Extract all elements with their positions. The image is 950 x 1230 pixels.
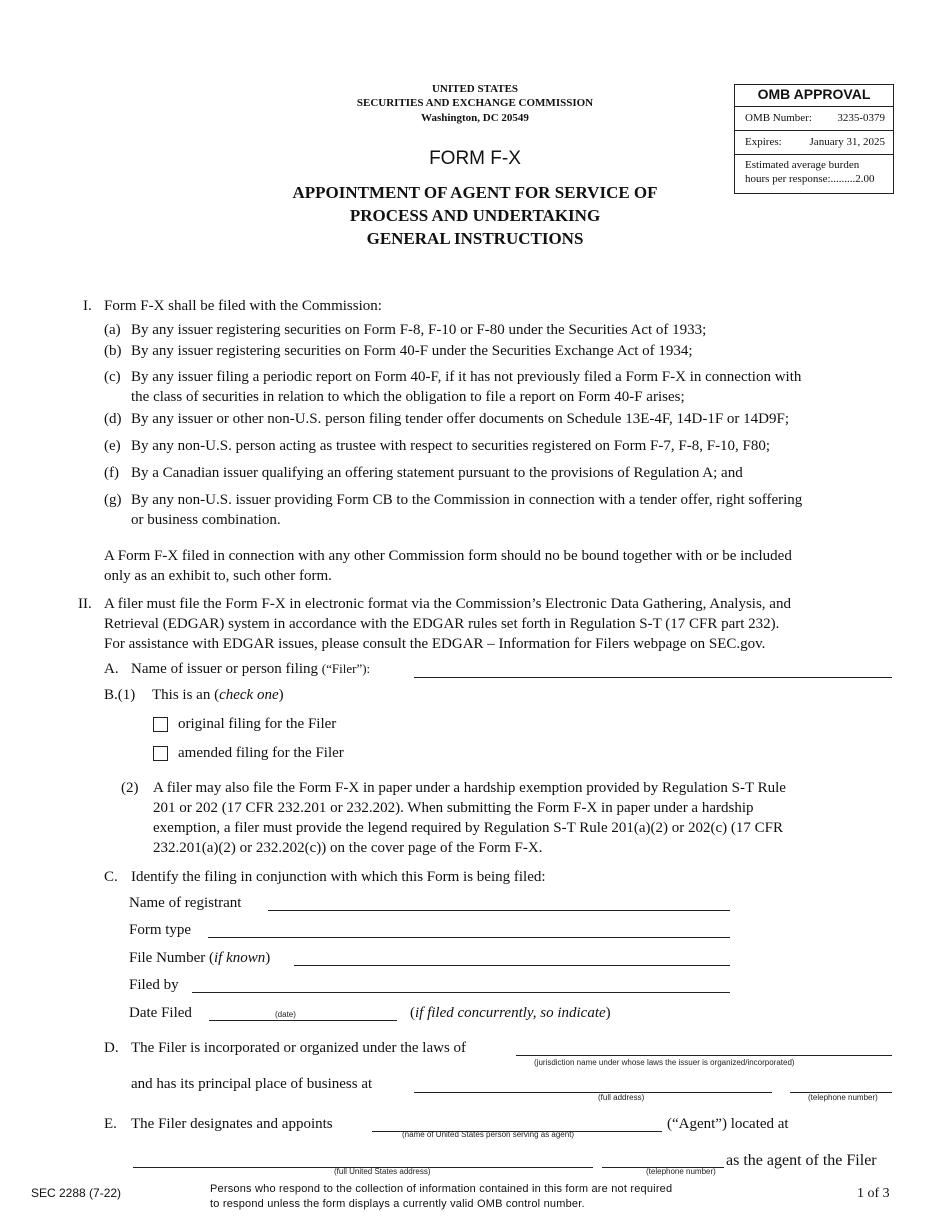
form-title: FORM F-X (429, 148, 521, 169)
omb-expires-value: January 31, 2025 (809, 136, 885, 148)
form-type-label: Form type (129, 922, 192, 938)
file-number-main: File Number ( (129, 950, 214, 966)
section-1-number: I. (83, 298, 92, 314)
section-2-line-1: A filer must file the Form F-X in electronic format via the Commission’s Electronic Data Gathering, Analysis, and (104, 596, 791, 612)
item-a-main: Name of issuer or person filing (131, 661, 322, 677)
omb-expires-row (735, 130, 893, 154)
section-1-item-line: the class of securities in relation to which the obligation to file a report on Form 40-F arises; (131, 389, 685, 405)
omb-title: OMB APPROVAL (757, 86, 871, 102)
section-1-item-text (131, 409, 789, 429)
original-filing-label: original filing for the Filer (178, 716, 337, 732)
omb-notice-line-2: to respond unless the form displays a currently valid OMB control number. (210, 1198, 585, 1210)
omb-burden-row (735, 154, 893, 193)
item-b2-label: (2) (121, 780, 139, 796)
section-1-intro: Form F-X shall be filed with the Commission: (104, 298, 382, 314)
section-1-item-text (131, 490, 802, 530)
item-a-filer: (“Filer”): (321, 661, 371, 676)
item-b2-text (153, 778, 786, 858)
omb-number-label: OMB Number: (745, 112, 812, 124)
b2-line-3: exemption, a filer must provide the legend required by Regulation S-T Rule 201(a)(2) or 202(c) (17 CFR (153, 820, 783, 836)
jurisdiction-caption: (jurisdiction name under whose laws the issuer is organized/incorporated) (534, 1058, 795, 1067)
item-e-text: The Filer designates and appoints (131, 1116, 333, 1132)
agent-telephone-caption: (telephone number) (646, 1167, 716, 1176)
section-1-note (104, 546, 792, 586)
us-address-caption: (full United States address) (334, 1167, 431, 1176)
concurrent-italic: if filed concurrently, so indicate (415, 1005, 606, 1021)
b2-line-1: A filer may also file the Form F-X in paper under a hardship exemption provided by Regulation S-T Rule (153, 780, 786, 796)
date-caption: (date) (275, 1010, 296, 1019)
section-1-item-line: or business combination. (131, 512, 281, 528)
filed-by-label: Filed by (129, 977, 179, 993)
section-1-item-label: (b) (104, 343, 122, 359)
concurrent-note (410, 1003, 611, 1023)
subtitle-line-2: PROCESS AND UNDERTAKING (349, 206, 601, 225)
principal-place-label: and has its principal place of business at (131, 1076, 373, 1092)
omb-notice-line-1: Persons who respond to the collection of information contained in this form are not required (210, 1183, 673, 1195)
file-number-label (129, 948, 270, 968)
item-d-text: The Filer is incorporated or organized under the laws of (131, 1040, 467, 1056)
omb-burden-line-1: Estimated average burden (745, 159, 860, 171)
section-1-item-line: By any issuer registering securities on Form F-8, F-10 or F-80 under the Securities Act of 1933; (131, 322, 707, 338)
section-1-item-label: (a) (104, 322, 121, 338)
item-a-text (131, 659, 370, 679)
file-number-field[interactable] (294, 965, 730, 966)
agency-name: SECURITIES AND EXCHANGE COMMISSION (356, 97, 594, 109)
item-c-text: Identify the filing in conjunction with which this Form is being filed: (131, 869, 546, 885)
item-b-text-main: This is an ( (152, 687, 220, 703)
date-filed-label: Date Filed (129, 1005, 192, 1021)
subtitle-line-3: GENERAL INSTRUCTIONS (366, 229, 584, 248)
section-1-item-text (131, 320, 706, 340)
form-type-field[interactable] (208, 937, 730, 938)
original-filing-checkbox[interactable] (153, 717, 168, 732)
jurisdiction-field[interactable] (516, 1055, 892, 1056)
omb-burden-line-2: hours per response:.........2.00 (745, 173, 875, 185)
item-d-label: D. (104, 1040, 119, 1056)
section-1-item-text (131, 367, 801, 407)
file-number-italic: if known (213, 950, 266, 966)
agent-located-text: (“Agent”) located at (667, 1116, 789, 1132)
agency-address: Washington, DC 20549 (421, 112, 529, 124)
section-2-line-2: Retrieval (EDGAR) system in accordance with the EDGAR rules set forth in Regulation S-T (17 CFR part 232). (104, 616, 780, 632)
section-1-item-text (131, 463, 743, 483)
section-2-line-3: For assistance with EDGAR issues, please consult the EDGAR – Information for Filers webpage on SEC.gov. (104, 636, 766, 652)
filed-by-field[interactable] (192, 992, 730, 993)
page-number: 1 of 3 (857, 1186, 890, 1201)
section-1-item-text (131, 436, 770, 456)
item-b-close: ) (278, 687, 284, 703)
file-number-close: ) (265, 950, 271, 966)
section-1-item-label: (c) (104, 369, 121, 385)
omb-notice (210, 1182, 672, 1212)
omb-number-value: 3235-0379 (837, 112, 885, 124)
name-of-registrant-label: Name of registrant (129, 895, 242, 911)
item-e-label: E. (104, 1116, 117, 1132)
agent-caption: (name of United States person serving as agent) (402, 1130, 575, 1139)
b2-line-2: 201 or 202 (17 CFR 232.201 or 232.202). When submitting the Form F-X in paper under a hardship (153, 800, 754, 816)
note-line-2: only as an exhibit to, such other form. (104, 568, 332, 584)
omb-expires-label: Expires: (745, 136, 782, 148)
section-1-item-text (131, 341, 693, 361)
note-line-1: A Form F-X filed in connection with any other Commission form should no be bound together with or be included (104, 548, 792, 564)
item-b-text (152, 685, 284, 705)
name-of-registrant-field[interactable] (268, 910, 730, 911)
filer-name-field[interactable] (414, 677, 892, 678)
section-1-item-line: By any issuer registering securities on Form 40-F under the Securities Exchange Act of 1934; (131, 343, 693, 359)
agency-country: UNITED STATES (431, 83, 519, 95)
section-1-item-line: By any issuer or other non-U.S. person filing tender offer documents on Schedule 13E-4F, 14D-1F or 14D9F; (131, 411, 790, 427)
section-1-item-label: (f) (104, 465, 119, 481)
section-2-text (104, 594, 791, 654)
item-a-label: A. (104, 661, 119, 677)
b2-line-4: 232.201(a)(2) or 232.202(c)) on the cover page of the Form F-X. (153, 840, 543, 856)
subtitle-line-1: APPOINTMENT OF AGENT FOR SERVICE OF (292, 183, 658, 202)
omb-approval-box (734, 84, 894, 194)
section-1-item-line: By a Canadian issuer qualifying an offering statement pursuant to the provisions of Regulation A; and (131, 465, 743, 481)
amended-filing-checkbox[interactable] (153, 746, 168, 761)
form-id: SEC 2288 (7-22) (31, 1186, 122, 1200)
concurrent-close: ) (605, 1005, 611, 1021)
section-1-item-label: (d) (104, 411, 122, 427)
item-b-label: B.(1) (104, 687, 136, 703)
form-subtitle (230, 181, 720, 250)
section-1-item-line: By any issuer filing a periodic report on Form 40-F, if it has not previously filed a Form F-X in connection with (131, 369, 802, 385)
section-1-item-label: (g) (104, 492, 122, 508)
full-address-caption: (full address) (598, 1093, 645, 1102)
as-agent-text: as the agent of the Filer (726, 1152, 877, 1169)
item-b-italic: check one (219, 687, 279, 703)
full-address-field[interactable] (414, 1092, 772, 1093)
section-1-item-line: By any non-U.S. person acting as trustee with respect to securities registered on Form F-7, F-8, F-10, F80; (131, 438, 771, 454)
section-1-item-line: By any non-U.S. issuer providing Form CB to the Commission in connection with a tender offer, right soffering (131, 492, 803, 508)
section-1-item-label: (e) (104, 438, 121, 454)
section-2-number: II. (78, 596, 92, 612)
concurrent-open: ( (410, 1005, 415, 1021)
date-filed-field[interactable] (209, 1020, 397, 1021)
omb-number-row (735, 106, 893, 130)
item-c-label: C. (104, 869, 118, 885)
amended-filing-label: amended filing for the Filer (178, 745, 344, 761)
telephone-caption: (telephone number) (808, 1093, 878, 1102)
